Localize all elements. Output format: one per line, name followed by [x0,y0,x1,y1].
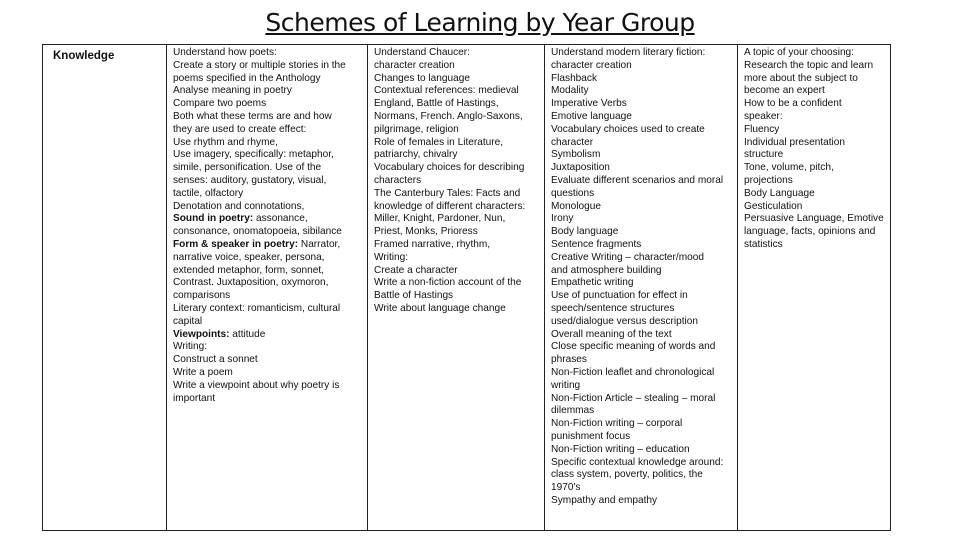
cell-text: pilgrimage, religion [374,123,459,135]
schemes-table [42,44,891,531]
cell-line [374,265,538,278]
cell-line [744,226,884,239]
cell-line [551,162,731,175]
cell-term: Sound in poetry: [173,213,254,225]
cell-text: Write a poem [173,366,233,378]
cell-line [551,405,731,418]
cell-line [173,137,361,150]
cell-line [173,393,361,406]
cell-line [173,175,361,188]
cell-line [173,277,361,290]
row-label: Knowledge [43,45,167,531]
cell-line [551,213,731,226]
cell-line [744,162,884,175]
cell-line [374,213,538,226]
cell-text: Both what these terms are and how [173,110,332,122]
cell-text: tactile, olfactory [173,187,244,199]
cell-line [744,47,884,60]
cell-line [744,98,884,111]
cell-line [374,98,538,111]
cell-text: 1970's [551,482,581,494]
cell-line [173,354,361,367]
cell-line [551,367,731,380]
cell-line [551,444,731,457]
cell-text: The Canterbury Tales: Facts and [374,187,521,199]
cell-line [173,341,361,354]
cell-text: dilemmas [551,405,595,417]
cell-text: Gesticulation [744,200,803,212]
cell-line [551,316,731,329]
knowledge-row [43,45,891,531]
cell-text: phrases [551,354,587,366]
cell-line [551,239,731,252]
cell-line [374,149,538,162]
cell-line [744,213,884,226]
cell-text: Tone, volume, pitch, [744,162,834,174]
cell-text: Writing: [173,341,208,353]
cell-text: Empathetic writing [551,277,634,289]
cell-line [374,277,538,290]
cell-text: Contrast. Juxtaposition, oxymoron, [173,277,329,289]
cell-text: speaker: [744,110,783,122]
cell-text: A topic of your choosing: [744,47,854,58]
cell-line [173,265,361,278]
cell-text: How to be a confident [744,98,842,110]
cell-text: Role of females in Literature, [374,136,504,148]
cell-line [374,252,538,265]
cell-line [173,47,361,60]
cell-text: patriarchy, chivalry [374,149,458,161]
cell-line [551,98,731,111]
cell-text: Modality [551,85,589,97]
cell-text: Battle of Hastings [374,290,454,302]
cell-text: narrative voice, speaker, persona, [173,251,325,263]
cell-line [374,73,538,86]
cell-line [173,85,361,98]
cell-line [744,73,884,86]
cell-text: Writing: [374,251,409,263]
cell-line [744,239,884,252]
cell-text: Framed narrative, rhythm, [374,238,491,250]
cell-line [173,60,361,73]
cell-text: Imperative Verbs [551,98,627,110]
cell-text: Contextual references: medieval [374,85,519,97]
cell-line [744,175,884,188]
cell-text: Monologue [551,200,601,212]
cell-text: Literary context: romanticism, cultural [173,302,341,314]
cell-line [551,341,731,354]
cell-line [551,85,731,98]
cell-line [374,124,538,137]
cell-line [551,393,731,406]
cell-line [173,303,361,316]
cell-text: characters [374,174,422,186]
cell-line [551,469,731,482]
cell-line [374,188,538,201]
cell-line [173,239,361,252]
cell-text: Emotive language [551,110,632,122]
cell-text: Vocabulary choices used to create [551,123,705,135]
cell-text: capital [173,315,203,327]
cell-line [173,188,361,201]
cell-text: Fluency [744,123,780,135]
cell-text: simile, personification. Use of the [173,162,322,174]
cell-text: Understand how poets: [173,47,277,58]
cell-text: attitude [229,328,266,340]
cell-line [551,124,731,137]
cell-line [173,73,361,86]
cell-line [374,226,538,239]
cell-text: character creation [551,59,632,71]
cell-text: Non-Fiction writing – education [551,443,690,455]
cell-text: comparisons [173,290,231,302]
cell-text: more about the subject to [744,72,858,84]
cell-text: writing [551,379,581,391]
cell-line [551,226,731,239]
cell-text: Write a non-fiction account of the [374,277,522,289]
cell-text: Priest, Monks, Prioress [374,226,478,238]
cell-line [374,60,538,73]
cell-text: structure [744,149,784,161]
cell-line [551,380,731,393]
cell-text: speech/sentence structures [551,302,675,314]
cell-text: Create a character [374,264,458,276]
column-cell [545,45,738,531]
cell-text: Understand modern literary fiction: [551,47,706,58]
cell-text: Body Language [744,187,815,199]
cell-line [551,265,731,278]
cell-text: Persuasive Language, Emotive [744,213,884,225]
cell-line [551,431,731,444]
cell-text: Write a viewpoint about why poetry is [173,379,340,391]
cell-line [551,495,731,508]
cell-line [551,354,731,367]
cell-text: projections [744,174,793,186]
cell-line [173,124,361,137]
cell-text: Narrator, [298,238,341,250]
cell-text: statistics [744,238,783,250]
cell-line [173,252,361,265]
cell-text: Changes to language [374,72,470,84]
cell-line [744,85,884,98]
cell-line [173,201,361,214]
cell-line [551,277,731,290]
cell-line [551,252,731,265]
cell-line [173,367,361,380]
cell-text: class system, poverty, politics, the [551,469,703,481]
cell-line [551,201,731,214]
cell-text: Analyse meaning in poetry [173,85,292,97]
cell-line [551,149,731,162]
cell-text: Creative Writing – character/mood [551,251,704,263]
cell-text: language, facts, opinions and [744,226,876,238]
cell-term: Viewpoints: [173,328,230,340]
cell-text: Vocabulary choices for describing [374,162,525,174]
cell-text: Use of punctuation for effect in [551,290,688,302]
cell-text: Use rhythm and rhyme, [173,136,278,148]
cell-text: Body language [551,226,619,238]
cell-line [744,60,884,73]
cell-line [744,137,884,150]
cell-line [551,137,731,150]
cell-text: Sentence fragments [551,238,642,250]
cell-text: Write about language change [374,302,506,314]
cell-text: consonance, onomatopoeia, sibilance [173,226,342,238]
cell-line [374,239,538,252]
cell-line [551,329,731,342]
cell-text: punishment focus [551,430,631,442]
cell-text: Individual presentation [744,136,846,148]
cell-text: Non-Fiction Article – stealing – moral [551,392,716,404]
cell-text: Symbolism [551,149,601,161]
cell-text: senses: auditory, gustatory, visual, [173,174,327,186]
cell-text: and atmosphere building [551,264,662,276]
cell-text: character creation [374,59,455,71]
cell-text: knowledge of different characters: [374,200,526,212]
cell-line [173,226,361,239]
cell-line [551,111,731,124]
cell-line [173,98,361,111]
cell-text: England, Battle of Hastings, [374,98,499,110]
cell-line [173,111,361,124]
cell-line [744,201,884,214]
cell-line [374,303,538,316]
page-title: Schemes of Learning by Year Group [265,8,695,37]
cell-line [374,162,538,175]
cell-text: Construct a sonnet [173,354,258,366]
cell-line [374,201,538,214]
cell-text: Overall meaning of the text [551,328,672,340]
cell-text: Flashback [551,72,598,84]
cell-text: Irony [551,213,574,225]
cell-line [551,73,731,86]
cell-line [374,47,538,60]
cell-line [374,290,538,303]
cell-text: Close specific meaning of words and [551,341,716,353]
cell-line [744,188,884,201]
cell-text: Understand Chaucer: [374,47,470,58]
cell-text: Juxtaposition [551,162,610,174]
cell-text: assonance, [253,213,308,225]
cell-line [374,111,538,124]
column-cell [738,45,891,531]
cell-line [551,303,731,316]
cell-line [173,149,361,162]
cell-text: important [173,392,216,404]
cell-text: used/dialogue versus description [551,315,699,327]
cell-line [374,175,538,188]
cell-line [551,60,731,73]
cell-line [551,482,731,495]
cell-line [551,418,731,431]
cell-text: become an expert [744,85,825,97]
cell-line [551,290,731,303]
cell-line [551,188,731,201]
cell-text: Research the topic and learn [744,59,874,71]
cell-line [551,457,731,470]
cell-line [173,213,361,226]
cell-text: Sympathy and empathy [551,494,658,506]
cell-line [374,85,538,98]
cell-line [551,47,731,60]
cell-text: Create a story or multiple stories in the [173,59,346,71]
cell-text: Non-Fiction writing – corporal [551,418,683,430]
cell-line [744,149,884,162]
cell-text: Use imagery, specifically: metaphor, [173,149,334,161]
cell-text: Evaluate different scenarios and moral [551,174,724,186]
column-cell [368,45,545,531]
cell-text: character [551,136,594,148]
cell-line [744,124,884,137]
cell-line [173,162,361,175]
cell-line [374,137,538,150]
column-cell [167,45,368,531]
cell-text: Normans, French. Anglo-Saxons, [374,110,523,122]
cell-text: Compare two poems [173,98,267,110]
cell-line [551,175,731,188]
cell-line [744,111,884,124]
cell-text: poems specified in the Anthology [173,72,321,84]
cell-text: questions [551,187,595,199]
cell-line [173,316,361,329]
cell-term: Form & speaker in poetry: [173,238,299,250]
cell-text: they are used to create effect: [173,123,307,135]
cell-text: Non-Fiction leaflet and chronological [551,366,715,378]
cell-text: Miller, Knight, Pardoner, Nun, [374,213,506,225]
cell-line [173,380,361,393]
cell-line [173,290,361,303]
cell-line [173,329,361,342]
cell-text: Denotation and connotations, [173,200,305,212]
cell-text: Specific contextual knowledge around: [551,456,724,468]
cell-text: extended metaphor, form, sonnet, [173,264,324,276]
